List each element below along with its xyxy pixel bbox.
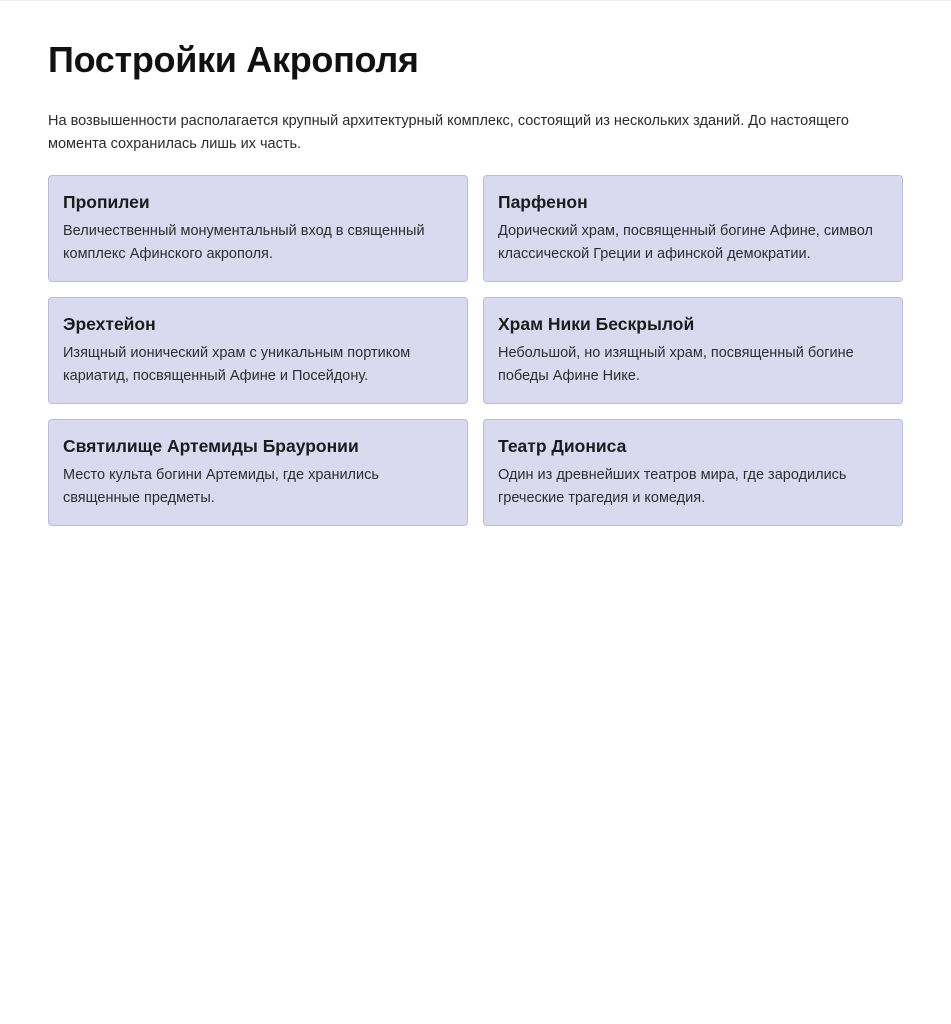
card-description: Изящный ионический храм с уникальным портиком кариатид, посвященный Афине и Посейдону.: [63, 345, 411, 384]
card-title: Парфенон: [498, 192, 588, 212]
page-title: Постройки Акрополя: [48, 39, 419, 80]
card-title: Эрехтейон: [63, 314, 156, 334]
intro-paragraph: На возвышенности располагается крупный архитектурный комплекс, состоящий из нескольких зданий. До настоящего момента сохранилась лишь их часть.: [48, 113, 849, 152]
card-temple-athena-nike: [483, 297, 903, 404]
card-description: Место культа богини Артемиды, где хранились священные предметы.: [63, 467, 379, 506]
page-content: [48, 38, 903, 526]
card-title: Пропилеи: [63, 192, 150, 212]
card-description: Величественный монументальный вход в священный комплекс Афинского акрополя.: [63, 223, 425, 262]
card-propylaea: [48, 175, 468, 282]
card-sanctuary-artemis-brauronia: [48, 419, 468, 526]
card-parthenon: [483, 175, 903, 282]
card-title: Святилище Артемиды Брауронии: [63, 436, 359, 456]
top-divider: [0, 0, 951, 1]
buildings-grid: [48, 175, 903, 526]
card-erechtheion: [48, 297, 468, 404]
card-title: Театр Диониса: [498, 436, 627, 456]
card-theatre-dionysus: [483, 419, 903, 526]
card-description: Один из древнейших театров мира, где зародились греческие трагедия и комедия.: [498, 467, 847, 506]
card-title: Храм Ники Бескрылой: [498, 314, 695, 334]
card-description: Небольшой, но изящный храм, посвященный богине победы Афине Нике.: [498, 345, 854, 384]
card-description: Дорический храм, посвященный богине Афине, символ классической Греции и афинской демократии.: [498, 223, 873, 262]
